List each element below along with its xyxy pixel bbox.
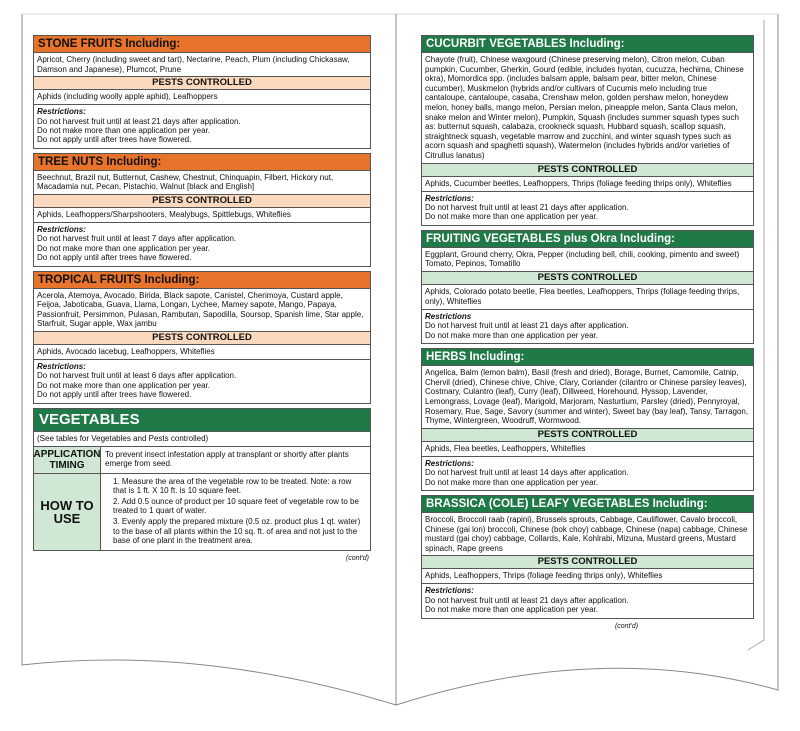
crop-list: Beechnut, Brazil nut, Butternut, Cashew, Chestnut, Chinquapin, Filbert, Hickory nut, Macadamia nut, Pecan, Pistachio, Walnut [black and English] bbox=[37, 172, 334, 192]
pests-header: PESTS CONTROLLED bbox=[422, 555, 753, 569]
restriction-line: Do not harvest fruit until at least 7 days after application. bbox=[37, 234, 237, 244]
restriction-line: Do not make more than one application per year. bbox=[425, 212, 598, 222]
pests-header: PESTS CONTROLLED bbox=[34, 331, 370, 345]
section-header: FRUITING VEGETABLES plus Okra Including: bbox=[422, 231, 753, 248]
restrictions-label: Restrictions bbox=[425, 311, 472, 321]
vegetables-note: (See tables for Vegetables and Pests controlled) bbox=[34, 432, 370, 447]
restrictions bbox=[34, 105, 370, 148]
restrictions-label: Restrictions: bbox=[425, 586, 474, 596]
left-page bbox=[33, 35, 371, 562]
vegetables-header: VEGETABLES bbox=[34, 409, 370, 432]
restrictions bbox=[422, 310, 753, 343]
how-to-use-label: HOW TO USE bbox=[34, 474, 101, 550]
section-header: TROPICAL FRUITS Including: bbox=[34, 272, 370, 289]
application-timing-label: APPLICATION TIMING bbox=[33, 448, 101, 471]
crop-list: Eggplant, Ground cherry, Okra, Pepper (including bell, chili, cooking, pimento and sweet) Tomato, Pepinos, Tomatillo bbox=[425, 249, 740, 269]
pests-list: Aphids, Flea beetles, Leafhoppers, Whiteflies bbox=[422, 442, 753, 457]
restriction-line: Do not make more than one application per year. bbox=[425, 330, 598, 340]
restriction-line: Do not harvest fruit until at least 21 days after application. bbox=[37, 116, 241, 126]
section-header: CUCURBIT VEGETABLES Including: bbox=[422, 36, 753, 53]
restrictions-label: Restrictions: bbox=[37, 362, 86, 371]
brassica-section bbox=[421, 495, 754, 619]
crop-list: Apricot, Cherry (including sweet and tart), Nectarine, Peach, Plum (including Chickasaw, Damson and Japanese), Plumcot, Prune bbox=[37, 55, 350, 74]
restriction-line: Do not harvest fruit until at least 21 days after application. bbox=[425, 595, 629, 605]
restriction-line: Do not harvest fruit until at least 21 days after application. bbox=[425, 321, 629, 331]
stone-fruits-section bbox=[33, 35, 371, 149]
restrictions bbox=[422, 192, 753, 225]
continued-note: (cont'd) bbox=[345, 554, 369, 562]
restrictions-label: Restrictions: bbox=[37, 107, 86, 117]
step-item: 1. Measure the area of the vegetable row to be treated. Note: a row that is 1 ft. X 10 ft. is 10 square feet. bbox=[113, 476, 352, 496]
pests-list: Aphids, Leafhoppers/Sharpshooters, Mealybugs, Spittlebugs, Whiteflies bbox=[34, 208, 370, 223]
restriction-line: Do not make more than one application per year. bbox=[425, 477, 598, 487]
restrictions-label: Restrictions: bbox=[425, 193, 474, 203]
restrictions bbox=[34, 223, 370, 266]
pests-header: PESTS CONTROLLED bbox=[422, 163, 753, 177]
pests-list: Aphids, Leafhoppers, Thrips (foliage feeding thrips only), Whiteflies bbox=[422, 569, 753, 584]
section-header: HERBS Including: bbox=[422, 349, 753, 366]
crop-list: Chayote (fruit), Chinese waxgourd (Chinese preserving melon), Citron melon, Cuban pumpkin, Cucumber, Gherkin, Gourd (edible, includes hyotan, cucuzza, hechima, Chinese okra), Momordica spp. (includes balsam apple, balsam pear, bitter melon, Chinese cucumber), Muskmelon (hybrids and/or cultivars of Cucumis melo including true cantaloupe, cantaloupe, casaba, Crenshaw melon, golden pershaw melon, honeydew melon, honey balls, mango melon, Persian melon, pineapple melon, Santa Claus melon, snake melon and Winter melon), Pumpkin, Squash (includes summer squash types such as: butternut squash, calabaza, crookneck squash, Hubbard squash, scallop squash, straightneck squash, vegetable marrow and zucchini, and winter squash types such as acorn squash and spaghetti squash), Watermelon (includes hybrids and/or varieties of Citrullus lanatus) bbox=[425, 55, 744, 160]
restriction-line: Do not apply until after trees have flowered. bbox=[37, 253, 192, 263]
how-to-use-steps bbox=[101, 474, 370, 550]
application-timing-text: To prevent insect infestation apply at transplant or shortly after plants emerge from seed. bbox=[105, 449, 349, 469]
vegetables-section bbox=[33, 408, 371, 551]
section-header: TREE NUTS Including: bbox=[34, 154, 370, 171]
restriction-line: Do not make more than one application per year. bbox=[37, 126, 210, 135]
pests-header: PESTS CONTROLLED bbox=[422, 271, 753, 285]
restrictions-label: Restrictions: bbox=[37, 225, 86, 234]
restrictions bbox=[422, 584, 753, 617]
section-header: BRASSICA (COLE) LEAFY VEGETABLES Including: bbox=[422, 496, 753, 513]
restrictions bbox=[422, 457, 753, 490]
restriction-line: Do not apply until after trees have flowered. bbox=[37, 135, 192, 145]
restriction-line: Do not make more than one application per year. bbox=[425, 605, 598, 615]
step-item: 3. Evenly apply the prepared mixture (0.5 oz. product plus 1 qt. water) to the base of all plants within the 10 sq. ft. of area and not just to the base of one plant in the treatment area. bbox=[113, 517, 361, 546]
tropical-fruits-section bbox=[33, 271, 371, 404]
pests-list: Aphids, Colorado potato beetle, Flea beetles, Leafhoppers, Thrips (foliage feeding thrips, only), Whiteflies bbox=[422, 285, 753, 310]
pests-list: Aphids, Avocado lacebug, Leafhoppers, Whiteflies bbox=[34, 345, 370, 360]
crop-list: Acerola, Atemoya, Avocado, Birida, Black sapote, Canistel, Cherimoya, Custard apple, Feijoa, Jaboticaba, Guava, Llama, Longan, Lychee, Mamey sapote, Mango, Papaya, Passionfruit, Persimmon, Pulasan, Rambutan, Sapodilla, Soursop, Spanish lime, Star apple, Starfruit, Sugar apple, Wax jambu bbox=[37, 290, 364, 329]
pests-header: PESTS CONTROLLED bbox=[34, 194, 370, 208]
restriction-line: Do not harvest fruit until at least 21 days after application. bbox=[425, 202, 629, 212]
pests-list: Aphids, Cucumber beetles, Leafhoppers, Thrips (foliage feeding thrips only), Whiteflies bbox=[422, 177, 753, 192]
crop-list: Angelica, Balm (lemon balm), Basil (fresh and dried), Borage, Burnet, Camomile, Catnip, Chervil (dried), Chinese chive, Chive, Clary, Coriander (cilantro or Chinese parsley leaves), Costmary, Culantro (leaf), Curry (leaf), Dillweed, Horehound, Hyssop, Lavender, Lemongrass, Lovage (leaf), Marigold, Marjoram, Nasturtium, Parsley (dried), Pennyroyal, Rosemary, Rue, Sage, Savory (summer and winter), Sweet bay (bay leaf), Tansy, Tarragon, Thyme, Wintergreen, Woodruff, Wormwood. bbox=[425, 368, 749, 426]
restrictions bbox=[34, 360, 370, 403]
how-to-use-row bbox=[34, 474, 370, 550]
step-item: 2. Add 0.5 ounce of product per 10 square feet of vegetable row to be treated to 1 quart of water. bbox=[113, 496, 359, 516]
restriction-line: Do not make more than one application per year. bbox=[37, 243, 210, 253]
restrictions-label: Restrictions: bbox=[425, 458, 474, 468]
restriction-line: Do not apply until after trees have flowered. bbox=[37, 390, 192, 400]
herbs-section bbox=[421, 348, 754, 491]
tree-nuts-section bbox=[33, 153, 371, 267]
restriction-line: Do not harvest fruit until at least 14 days after application. bbox=[425, 468, 629, 478]
continued-note: (cont'd) bbox=[614, 622, 639, 630]
pests-header: PESTS CONTROLLED bbox=[34, 76, 370, 90]
section-header: STONE FRUITS Including: bbox=[34, 36, 370, 53]
restriction-line: Do not harvest fruit until at least 6 days after application. bbox=[37, 371, 237, 381]
fruiting-vegetables-section bbox=[421, 230, 754, 344]
application-timing-row bbox=[34, 447, 370, 474]
pests-list: Aphids (including woolly apple aphid), Leafhoppers bbox=[34, 90, 370, 105]
pests-header: PESTS CONTROLLED bbox=[422, 428, 753, 442]
crop-list: Broccoli, Broccoli raab (rapini), Brussels sprouts, Cabbage, Cauliflower, Cavalo broccoli, Chinese (gai lon) broccoli, Chinese (bok choy) cabbage, Chinese (napa) cabbage, Chinese mustard (gai choy) cabbage, Collards, Kale, Kohlrabi, Mizuna, Mustard greens, Mustard spinach, Rape greens bbox=[425, 514, 748, 553]
restriction-line: Do not make more than one application per year. bbox=[37, 380, 210, 390]
cucurbit-section bbox=[421, 35, 754, 226]
right-page bbox=[421, 35, 754, 630]
steps-list bbox=[105, 477, 366, 546]
